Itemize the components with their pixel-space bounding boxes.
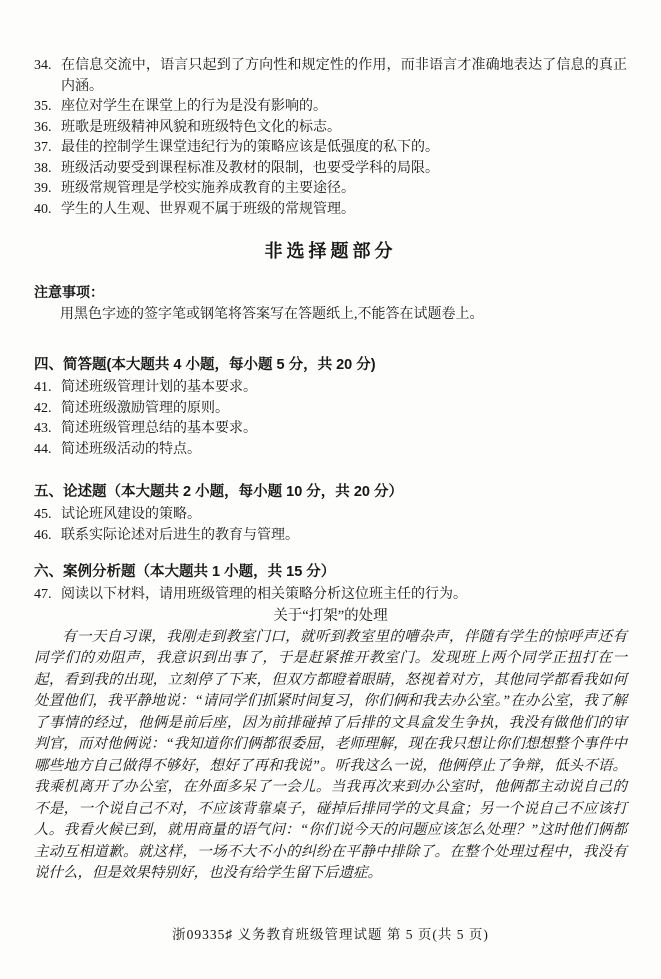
- case-study-title: 关于“打架”的处理: [273, 607, 388, 624]
- question-number: 35.: [34, 99, 52, 114]
- question-item-45: [34, 505, 627, 526]
- notice-text: 用黑色字迹的签字笔或钢笔将答案写在答题纸上,不能答在试题卷上。: [60, 307, 484, 322]
- question-text: 班歌是班级精神风貌和班级特色文化的标志。: [61, 119, 341, 135]
- question-number: 39.: [34, 181, 52, 196]
- part-title: 非选择题部分: [264, 241, 397, 261]
- question-number: 46.: [34, 527, 52, 543]
- question-text: 在信息交流中，语言只起到了方向性和规定性的作用，而非语言才准确地表达了信息的真正内涵。: [61, 58, 627, 94]
- question-item-44: [34, 440, 627, 461]
- question-item-37: [34, 138, 627, 159]
- question-item-36: [34, 118, 627, 139]
- case-study-body: 有一天自习课，我刚走到教室门口，就听到教室里的嘈杂声，伴随有学生的惊呼声还有同学们的劝阻声，我意识到出事了，于是赶紧推开教室门。发现班上两个同学正扭打在一起，看到我的出现，立刻停了下来，但双方都瞪着眼睛，怒视着对方，其他同学都看我如何处置他们，我平静地说：“请同学们抓紧时间复习，你们俩和我去办公室。”在办公室，我了解了事情的经过，他俩是前后座，因为前排碰掉了后排的文具盒发生争执，我没有做他们的审判官，而对他俩说：“我知道你们俩都很委屈，老师理解，现在我只想让你们想想整个事件中哪些地方自己做得不够好，想好了再和我说”。听我这么一说，他俩停止了争辩，低头不语。我乘机离开了办公室，在外面多呆了一会儿。当我再次来到办公室时，他俩都主动说自己的不是，一个说自己不对，不应该背靠桌子，碰掉后排同学的文具盒；另一个说自己不应该打人。我看火候已到，就用商量的语气问：“你们说今天的问题应该怎么处理？”这时他们俩都主动互相道歉。就这样，一场不大不小的纠纷在平静中排除了。在整个处理过程中，我没有说什么，但是效果特别好，也没有给学生留下后遗症。: [34, 628, 627, 881]
- question-text: 班级常规管理是学校实施养成教育的主要途径。: [61, 181, 355, 196]
- question-item-47: [34, 585, 627, 606]
- section-heading-short-answer: 四、简答题(本大题共 4 小题，每小题 5 分，共 20 分): [34, 357, 376, 373]
- question-text: 试论班风建设的策略。: [61, 507, 201, 522]
- question-number: 34.: [34, 58, 52, 73]
- question-item-39: [34, 179, 627, 200]
- question-text: 简述班级管理总结的基本要求。: [61, 421, 257, 436]
- section-heading-essay: 五、论述题（本大题共 2 小题，每小题 10 分，共 20 分）: [34, 484, 403, 500]
- question-item-41: [34, 378, 627, 399]
- question-item-42: [34, 399, 627, 420]
- question-item-38: [34, 159, 627, 180]
- question-item-34: [34, 56, 627, 97]
- notice-label: 注意事项：: [34, 284, 104, 300]
- question-text: 简述班级管理计划的基本要求。: [61, 380, 257, 395]
- question-number: 38.: [34, 160, 52, 176]
- question-text: 座位对学生在课堂上的行为是没有影响的。: [61, 99, 327, 114]
- question-number: 42.: [34, 400, 52, 416]
- question-number: 44.: [34, 441, 52, 457]
- question-number: 37.: [34, 140, 52, 155]
- question-number: 40.: [34, 201, 52, 217]
- question-item-40: [34, 200, 627, 221]
- question-text: 简述班级活动的特点。: [61, 441, 201, 457]
- question-text: 最佳的控制学生课堂违纪行为的策略应该是低强度的私下的。: [61, 140, 439, 155]
- question-text: 简述班级激励管理的原则。: [61, 400, 229, 416]
- question-text: 联系实际论述对后进生的教育与管理。: [61, 527, 299, 543]
- question-number: 36.: [34, 119, 52, 135]
- question-number: 41.: [34, 380, 52, 395]
- question-item-46: [34, 526, 627, 547]
- question-text: 班级活动要受到课程标准及教材的限制，也要受学科的局限。: [61, 160, 439, 176]
- question-item-43: [34, 419, 627, 440]
- question-text: 学生的人生观、世界观不属于班级的常规管理。: [61, 201, 355, 217]
- question-item-35: [34, 97, 627, 118]
- page-footer: 浙09335♯ 义务教育班级管理试题 第 5 页(共 5 页): [172, 927, 489, 942]
- question-number: 47.: [34, 587, 52, 602]
- question-number: 43.: [34, 421, 52, 436]
- section-heading-case-analysis: 六、案例分析题（本大题共 1 小题，共 15 分）: [34, 564, 336, 580]
- question-number: 45.: [34, 507, 52, 522]
- question-text: 阅读以下材料，请用班级管理的相关策略分析这位班主任的行为。: [61, 587, 467, 602]
